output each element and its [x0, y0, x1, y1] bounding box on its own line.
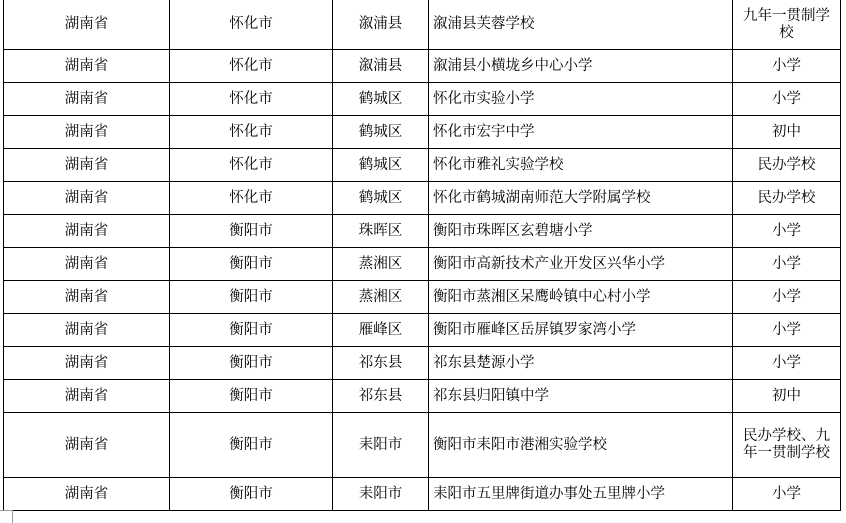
province-cell: 湖南省: [4, 281, 170, 314]
district-cell: 祁东县: [333, 347, 429, 380]
province-cell: 湖南省: [4, 50, 170, 83]
district-cell: 鹤城区: [333, 116, 429, 149]
city-cell: 衡阳市: [170, 281, 333, 314]
district-cell: 珠晖区: [333, 215, 429, 248]
district-cell: 蒸湘区: [333, 248, 429, 281]
school-type-cell: 九年一贯制学校: [733, 0, 841, 50]
school-name-cell: 衡阳市珠晖区玄碧塘小学: [429, 215, 733, 248]
school-list-table: [3, 0, 841, 511]
province-cell: 湖南省: [4, 182, 170, 215]
district-cell: 蒸湘区: [333, 281, 429, 314]
city-cell: 怀化市: [170, 149, 333, 182]
city-cell: 衡阳市: [170, 413, 333, 478]
table-row: [4, 50, 841, 83]
province-cell: 湖南省: [4, 83, 170, 116]
city-cell: 衡阳市: [170, 478, 333, 511]
city-cell: 怀化市: [170, 182, 333, 215]
school-name-cell: 怀化市雅礼实验学校: [429, 149, 733, 182]
table-row: [4, 248, 841, 281]
school-name-cell: 衡阳市耒阳市港湘实验学校: [429, 413, 733, 478]
school-type-cell: 初中: [733, 116, 841, 149]
school-name-cell: 怀化市宏宇中学: [429, 116, 733, 149]
school-type-cell: 初中: [733, 380, 841, 413]
school-list-body: [4, 0, 841, 511]
school-name-cell: 祁东县楚源小学: [429, 347, 733, 380]
school-name-cell: 怀化市实验小学: [429, 83, 733, 116]
province-cell: 湖南省: [4, 248, 170, 281]
school-type-cell: 小学: [733, 83, 841, 116]
page-corner-mark: [0, 510, 13, 523]
table-row: [4, 116, 841, 149]
school-type-cell: 小学: [733, 347, 841, 380]
school-type-cell: 民办学校: [733, 182, 841, 215]
school-name-cell: 衡阳市高新技术产业开发区兴华小学: [429, 248, 733, 281]
district-cell: 鹤城区: [333, 83, 429, 116]
school-name-cell: 溆浦县芙蓉学校: [429, 0, 733, 50]
province-cell: 湖南省: [4, 149, 170, 182]
school-type-cell: 民办学校: [733, 149, 841, 182]
school-name-cell: 衡阳市雁峰区岳屏镇罗家湾小学: [429, 314, 733, 347]
city-cell: 怀化市: [170, 50, 333, 83]
province-cell: 湖南省: [4, 314, 170, 347]
city-cell: 衡阳市: [170, 347, 333, 380]
province-cell: 湖南省: [4, 0, 170, 50]
table-row: [4, 0, 841, 50]
school-type-cell: 小学: [733, 248, 841, 281]
city-cell: 怀化市: [170, 116, 333, 149]
district-cell: 耒阳市: [333, 413, 429, 478]
school-name-cell: 溆浦县小横垅乡中心小学: [429, 50, 733, 83]
city-cell: 怀化市: [170, 0, 333, 50]
city-cell: 衡阳市: [170, 248, 333, 281]
table-row: [4, 83, 841, 116]
province-cell: 湖南省: [4, 347, 170, 380]
district-cell: 鹤城区: [333, 182, 429, 215]
school-type-cell: 小学: [733, 215, 841, 248]
table-row: [4, 182, 841, 215]
district-cell: 鹤城区: [333, 149, 429, 182]
city-cell: 怀化市: [170, 83, 333, 116]
city-cell: 衡阳市: [170, 215, 333, 248]
table-row: [4, 413, 841, 478]
school-type-cell: 小学: [733, 50, 841, 83]
school-name-cell: 怀化市鹤城湖南师范大学附属学校: [429, 182, 733, 215]
district-cell: 溆浦县: [333, 50, 429, 83]
table-row: [4, 215, 841, 248]
district-cell: 祁东县: [333, 380, 429, 413]
city-cell: 衡阳市: [170, 380, 333, 413]
school-name-cell: 耒阳市五里牌街道办事处五里牌小学: [429, 478, 733, 511]
district-cell: 耒阳市: [333, 478, 429, 511]
city-cell: 衡阳市: [170, 314, 333, 347]
district-cell: 溆浦县: [333, 0, 429, 50]
table-row: [4, 380, 841, 413]
province-cell: 湖南省: [4, 215, 170, 248]
table-row: [4, 149, 841, 182]
province-cell: 湖南省: [4, 478, 170, 511]
school-type-cell: 小学: [733, 478, 841, 511]
province-cell: 湖南省: [4, 380, 170, 413]
province-cell: 湖南省: [4, 116, 170, 149]
table-row: [4, 478, 841, 511]
province-cell: 湖南省: [4, 413, 170, 478]
school-name-cell: 祁东县归阳镇中学: [429, 380, 733, 413]
school-name-cell: 衡阳市蒸湘区呆鹰岭镇中心村小学: [429, 281, 733, 314]
school-type-cell: 小学: [733, 281, 841, 314]
table-row: [4, 347, 841, 380]
table-row: [4, 281, 841, 314]
table-row: [4, 314, 841, 347]
school-type-cell: 民办学校、九年一贯制学校: [733, 413, 841, 478]
school-type-cell: 小学: [733, 314, 841, 347]
district-cell: 雁峰区: [333, 314, 429, 347]
